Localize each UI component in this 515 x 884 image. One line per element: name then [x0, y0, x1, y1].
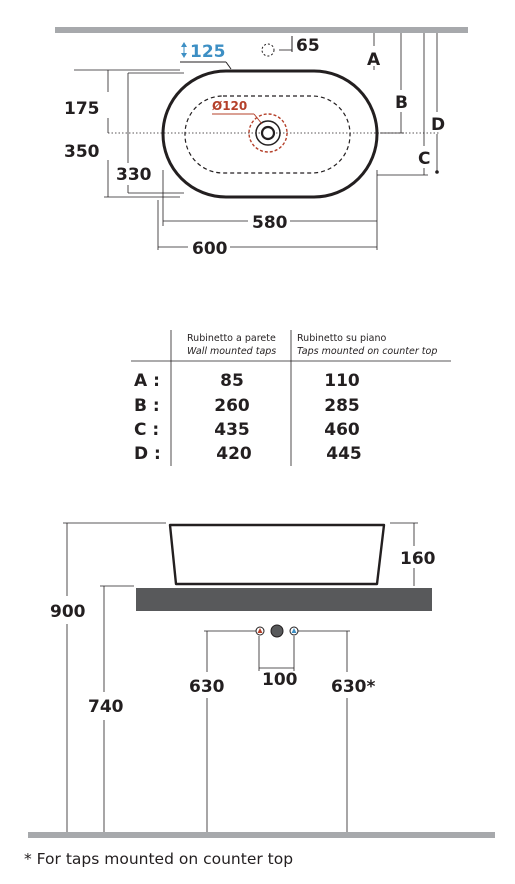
dim-160: 160 — [400, 549, 436, 569]
dim-D-end-dot — [435, 170, 439, 174]
spout-icon — [271, 625, 283, 637]
label-C: C — [418, 149, 431, 169]
floor-bar — [28, 832, 495, 838]
dim-330: 330 — [116, 165, 152, 185]
table-row — [134, 371, 360, 391]
row-key-C: C : — [134, 420, 160, 440]
row-B-counter: 285 — [324, 396, 360, 416]
drain-diameter-label: Ø120 — [212, 99, 248, 113]
table-row — [134, 396, 360, 416]
row-D-wall: 420 — [216, 444, 252, 464]
dim-580: 580 — [252, 213, 288, 233]
dim-630-counter: 630* — [331, 677, 376, 697]
dim-630-wall: 630 — [189, 677, 225, 697]
drain-center — [262, 127, 274, 139]
label-B: B — [395, 93, 408, 113]
row-D-counter: 445 — [326, 444, 362, 464]
tap-hole-label: 65 — [296, 36, 320, 56]
hot-tap-icon — [256, 627, 264, 635]
dim-100: 100 — [262, 670, 298, 690]
basin-profile — [170, 525, 384, 584]
row-A-counter: 110 — [324, 371, 360, 391]
table-col1-title: Rubinetto a parete — [187, 333, 276, 344]
row-key-A: A : — [134, 371, 160, 391]
row-key-B: B : — [134, 396, 160, 416]
dim-900: 900 — [50, 602, 86, 622]
table-row — [134, 420, 360, 440]
row-key-D: D : — [134, 444, 161, 464]
table-col1-subtitle: Wall mounted taps — [187, 346, 277, 357]
row-B-wall: 260 — [214, 396, 250, 416]
label-D: D — [431, 115, 446, 135]
row-C-counter: 460 — [324, 420, 360, 440]
label-A: A — [367, 50, 381, 70]
side-view — [28, 523, 495, 838]
dimension-table — [131, 330, 451, 466]
footnote: * For taps mounted on counter top — [24, 850, 294, 868]
table-col2-subtitle: Taps mounted on counter top — [297, 346, 438, 357]
dim-175: 175 — [64, 99, 100, 119]
table-col2-title: Rubinetto su piano — [297, 333, 387, 344]
counter-top — [136, 588, 432, 611]
dim-600: 600 — [192, 239, 228, 259]
height-label: 125 — [190, 42, 226, 62]
dim-350: 350 — [64, 142, 100, 162]
top-view — [55, 27, 468, 259]
dim-740: 740 — [88, 697, 124, 717]
cold-tap-icon — [290, 627, 298, 635]
height-indicator-icon — [181, 42, 187, 58]
table-row — [134, 444, 362, 464]
row-A-wall: 85 — [220, 371, 244, 391]
height-underline-2 — [226, 62, 231, 69]
tap-hole-dashed — [262, 44, 274, 56]
wall-bar — [55, 27, 468, 33]
row-C-wall: 435 — [214, 420, 250, 440]
